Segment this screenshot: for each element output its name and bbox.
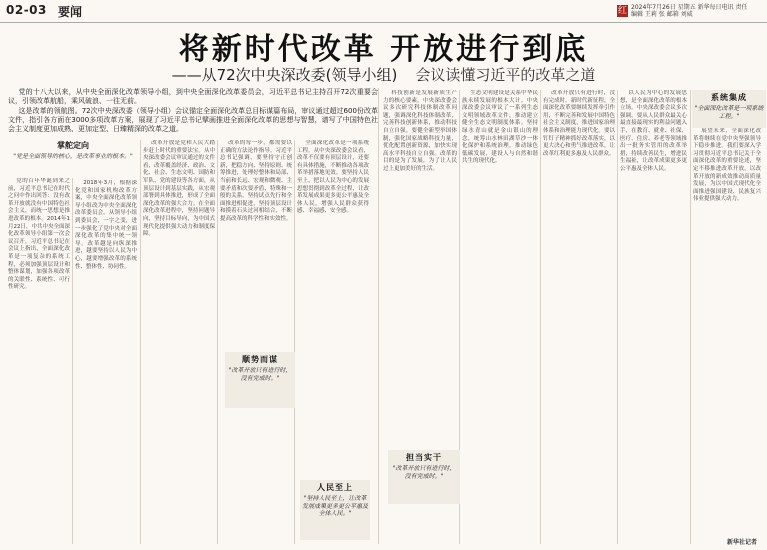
- lead-paragraph: 这是改革的领航图。72次中央深改委（领导小组）会议锚定全面深化改革总目标谋篇布局，审议通过超过600份改革文件，指引各方面在3000多项改革方案，展现了习近平总书记擘画推进全面深化改革的思想与智慧，谱写了中国特色社会主义制度更加成熟、更加定型、日臻精深的改革之道。: [8, 107, 378, 133]
- text-column-10: [693, 128, 761, 538]
- pull-quote-title: 顺势而谋: [242, 355, 278, 364]
- column-text: 以人民为中心的发展思想，是全面深化改革的根本立场。中央深改委会议多次强调，要从人民群众最关心最直接最现实的利益问题入手，在教育、就业、社保、医疗、住房、养老等领域推出一批务实管用的改革举措，持续改善民生，增进民生福祉，让改革成果更多更公平惠及全体人民。: [620, 90, 687, 172]
- text-column-8: [543, 90, 615, 544]
- pull-quote-title: 系统集成: [711, 93, 747, 102]
- column-divider: [140, 140, 141, 544]
- red-badge-icon: 红: [617, 6, 627, 16]
- page-headline: 将新时代改革 开放进行到底: [178, 32, 589, 67]
- pull-quote-title: 人民至上: [317, 483, 353, 492]
- column-text: 2018年3月，根据深化党和国家机构改革方案，中央全面深化改革领导小组改为中央全面深化改革委员会。从领导小组到委员会，一字之变，进一步强化了党中央对全面深化改革的集中统一领导。改革越是向纵深推进，越要坚持以人民为中心，越要增强改革的系统性、整体性、协同性。: [75, 180, 137, 270]
- column-text: 生态文明建设是关系中华民族永续发展的根本大计。中央深改委会议审议了一系列生态文明领域改革文件，推动建立健全生态文明制度体系。坚持绿水青山就是金山银山的理念，统筹山水林田湖草沙一体化保护和系统治理，推动绿色低碳发展，建设人与自然和谐共生的现代化。: [462, 90, 538, 165]
- column-divider: [72, 178, 73, 544]
- pull-quote-title: 担当实干: [406, 453, 442, 462]
- column-text: 全面深化改革是一项系统工程。从中央深改委会议看，改革不仅要有顶层设计，还要有具体措施，不断推动各项改革举措落地见效。要坚持人民至上，把以人民为中心的发展思想贯彻到改革全过程，让改革发展成果更多更公平惠及全体人民，增强人民群众获得感、幸福感、安全感。: [297, 140, 369, 215]
- column-divider: [294, 140, 295, 544]
- column-text: 科技创新是发展新质生产力的核心要素。中央深改委会议多次研究科技体制改革问题，强调深化科技体制改革，完善科技创新体系，推动科技自立自强。要健全新型举国体制，强化国家战略科技力量，优化配置创新资源，加快实现高水平科技自立自强。改革的目的是为了发展，为了让人民过上更加美好的生活。: [383, 90, 457, 172]
- pull-quote-text: "全面深化改革是一项系统工程。": [694, 105, 764, 120]
- pull-quote: [225, 352, 295, 408]
- column-divider: [540, 90, 541, 544]
- column-divider: [217, 140, 218, 544]
- text-column-4: [220, 140, 292, 544]
- masthead: [0, 0, 767, 23]
- column-text: 展望未来，全面深化改革将继续在党中央坚强领导下稳步推进。我们要深入学习贯彻习近平总书记关于全面深化改革的重要论述，坚定不移推进改革开放，以改革开放的新成效推动高质量发展，为以中国式现代化全面推进强国建设、民族复兴伟业提供强大动力。: [693, 128, 761, 203]
- page-subhead: [0, 64, 767, 85]
- masthead-info: 2024年7月26日 星期五 新华每日电讯 责任编辑 王莉 张 邮箱 刘威: [631, 4, 748, 18]
- text-column-7: [462, 90, 538, 544]
- column-text: 改革开放是党和人民大踏步赶上时代的重要法宝。从中央深改委会议审议通过的文件看，改革覆盖经济、政治、文化、社会、生态文明、国防和军队、党的建设等各方面，从顶层设计到基层实践，从宏观部署到具体推进，形成了全面深化改革的强大合力。在全面深化改革进程中，坚持问题导向，坚持目标导向，为中国式现代化提供强大动力和制度保障。: [143, 140, 215, 238]
- pull-quote-text: "改革开放只有进行时，没有完成时。": [392, 465, 456, 480]
- column-text: 党的百年华诞到来之前，习近平总书记在时代之问中作出回答：没有改革开放就没有中国特色社会主义，而统一思想是推进改革的根本。2014年1月22日，中共中央全面深化改革领导小组第一次会议召开，习近平总书记在会议上指出，全面深化改革是一项复杂的系统工程，必须加强顶层设计和整体谋划，加强各项改革的关联性、系统性、可行性研究。: [8, 178, 70, 291]
- text-column-1: [8, 178, 70, 544]
- column-text: 改革开放只有进行时，没有完成时。新时代新征程，全面深化改革要继续发挥牵引作用，不断完善和发展中国特色社会主义制度，推进国家治理体系和治理能力现代化。要以钉钉子精神抓好改革落实，以更大决心和勇气推进改革，让改革红利更多惠及人民群众。: [543, 90, 615, 157]
- column-divider: [617, 90, 618, 544]
- pull-quote: [388, 450, 460, 504]
- subhead-part1: ——从72次中央深改委(领导小组): [171, 66, 398, 84]
- byline-signature: 新华社记者: [726, 539, 757, 546]
- text-column-9: [620, 90, 687, 544]
- pull-quote: [300, 480, 370, 540]
- pull-quote-text: "坚持人民至上，让改革发展成果更多更公平惠及全体人民。": [302, 495, 369, 517]
- column-text: 改革的每一步，都需要以正确的方法论作指导。习近平总书记强调，要坚持守正创新，把稳方向、坚持原则、统筹推进，处理好整体和局部、当前和长远、宏观和微观、主要矛盾和次要矛盾、特殊和一般的关系。坚持试点先行和全面推进相促进，坚持顶层设计和摸着石头过河相结合，不断提高改革的科学性和实效性。: [220, 140, 292, 222]
- pull-quote: [692, 90, 766, 128]
- page-number: 02-03: [6, 3, 47, 17]
- pull-quote-text: "改革开放只有进行时，没有完成时。": [228, 367, 292, 382]
- lead-paragraph: 党的十八大以来，从中央全面深化改革领导小组，到中央全面深化改革委员会，习近平总书记主持召开72次重要会议，引领改革航船，乘风破浪、一往无前。: [8, 88, 378, 105]
- side-section-label: [8, 140, 138, 176]
- section-label: 要闻: [58, 5, 83, 19]
- side-quote: "党是全面领导的核心，是改革事业的根本。": [13, 153, 133, 160]
- text-column-2: [75, 180, 137, 544]
- text-column-3: [143, 140, 215, 544]
- column-divider: [690, 90, 691, 544]
- lead-paragraphs: [8, 88, 378, 135]
- side-title: 掌舵定向: [57, 141, 89, 150]
- subhead-part2: 会议读懂习近平的改革之道: [415, 66, 596, 84]
- column-divider: [378, 88, 379, 544]
